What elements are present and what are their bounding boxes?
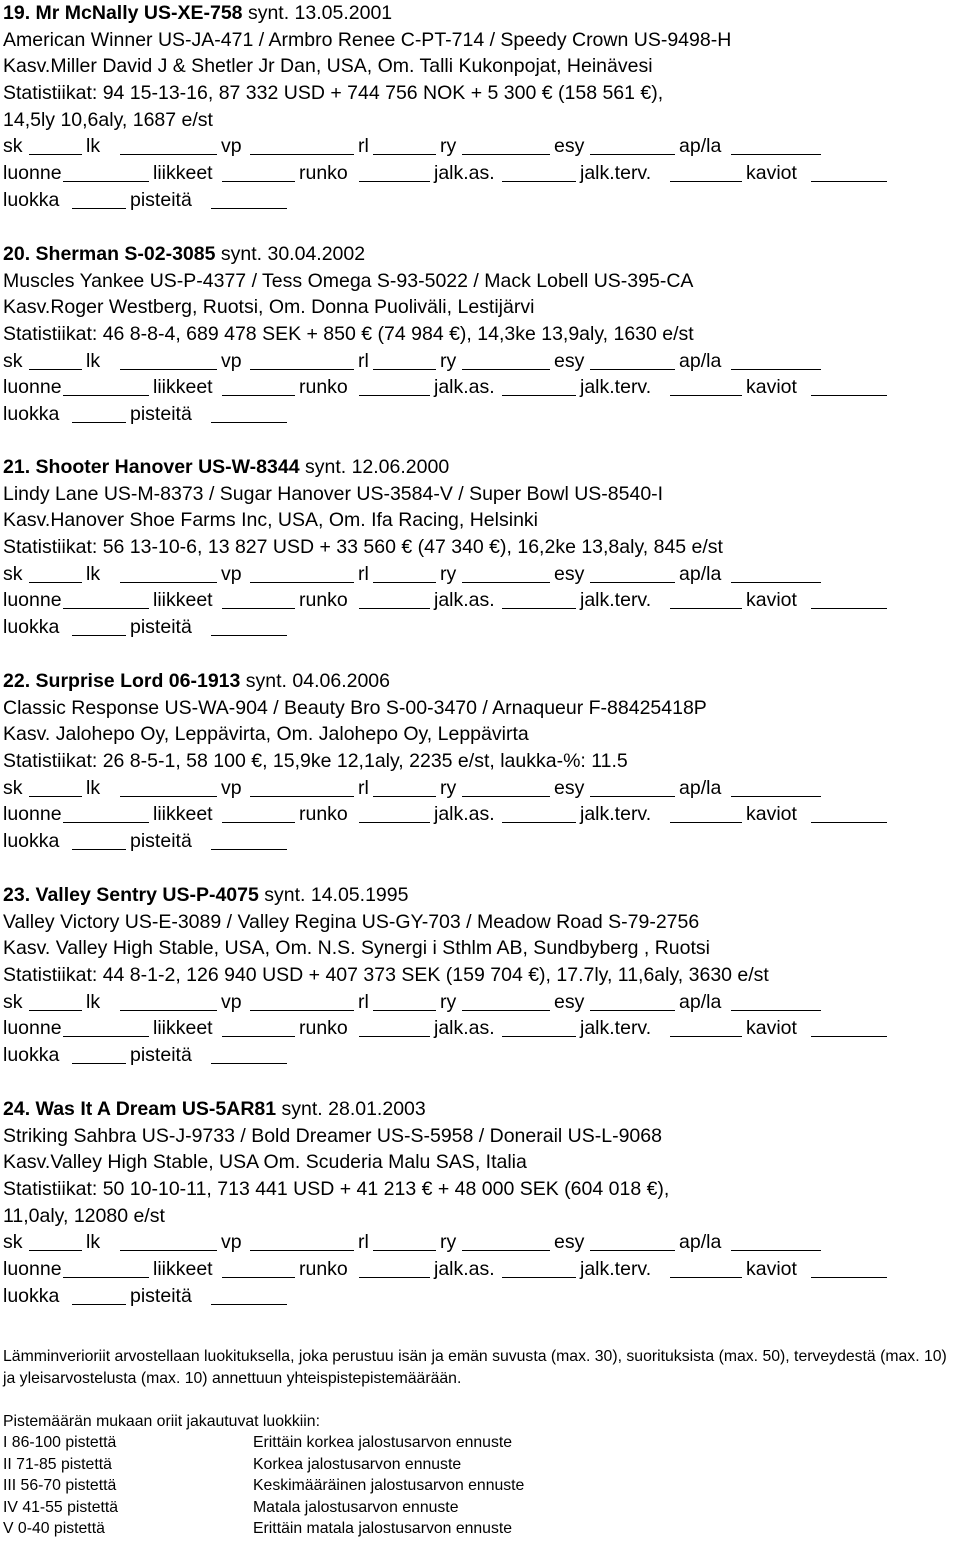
birth-date: synt. 28.01.2003	[281, 1098, 426, 1120]
info-line: Muscles Yankee US-P-4377 / Tess Omega S-93-5022 / Mack Lobell US-395-CA	[3, 269, 694, 292]
birth-date: synt. 12.06.2000	[304, 456, 450, 478]
info-line: Kasv.Hanover Shoe Farms Inc, USA, Om. Ifa Racing, Helsinki	[3, 509, 538, 532]
evaluation-field-row	[3, 1256, 958, 1283]
fill-in-blank[interactable]	[462, 796, 550, 797]
field-label: esy	[554, 1231, 585, 1254]
field-label: luonne	[3, 1258, 62, 1281]
field-label: jalk.as.	[434, 1017, 495, 1040]
field-label: vp	[221, 135, 242, 158]
fill-in-blank[interactable]	[63, 1036, 149, 1037]
horse-name: Mr McNally US-XE-758	[35, 2, 243, 24]
class-description: Keskimääräinen jalostusarvon ennuste	[253, 1477, 525, 1494]
field-label: kaviot	[746, 1017, 797, 1040]
grading-description: Lämminverioriit arvostellaan luokituksella, joka perustuu isän ja emän suvusta (max. 30), suorituksista (max. 50), terveydestä (max. 10) ja yleisarvostelusta (max. 10) annettuun yhteispistepistemäärään.	[3, 1348, 947, 1387]
birth-date: synt. 30.04.2002	[220, 243, 366, 265]
field-label: jalk.terv.	[580, 1258, 652, 1281]
fill-in-blank[interactable]	[359, 822, 430, 823]
evaluation-field-row	[3, 828, 958, 855]
horse-entry	[3, 882, 958, 1069]
field-label: rl	[358, 990, 369, 1013]
field-label: rl	[358, 349, 369, 372]
field-label: liikkeet	[153, 162, 213, 185]
fill-in-blank[interactable]	[222, 608, 295, 609]
field-label: kaviot	[746, 589, 797, 612]
field-label: ry	[440, 1231, 457, 1254]
fill-in-blank[interactable]	[670, 1036, 742, 1037]
info-line: 14,5ly 10,6aly, 1687 e/st	[3, 108, 213, 131]
field-label: lk	[86, 349, 101, 372]
fill-in-blank[interactable]	[120, 1250, 217, 1251]
field-label: ap/la	[679, 349, 722, 372]
field-label: rl	[358, 135, 369, 158]
class-description: Korkea jalostusarvon ennuste	[253, 1455, 462, 1473]
field-label: vp	[221, 562, 242, 585]
info-line: Kasv. Valley High Stable, USA, Om. N.S. Synergi i Sthlm AB, Sundbyberg , Ruotsi	[3, 937, 710, 960]
horse-name: Surprise Lord 06-1913	[35, 670, 241, 692]
field-label: ry	[440, 349, 457, 372]
field-label: vp	[221, 1231, 242, 1254]
field-label: jalk.as.	[434, 162, 495, 185]
field-label: liikkeet	[153, 1017, 213, 1040]
fill-in-blank[interactable]	[250, 154, 354, 155]
fill-in-blank[interactable]	[373, 154, 436, 155]
fill-in-blank[interactable]	[63, 1277, 149, 1278]
evaluation-field-row	[3, 348, 958, 375]
field-label: runko	[299, 803, 348, 826]
info-line: Kasv.Miller David J & Shetler Jr Dan, USA, Om. Talli Kukonpojat, Heinävesi	[3, 55, 653, 78]
fill-in-blank[interactable]	[211, 1304, 287, 1305]
class-row	[3, 1497, 958, 1519]
fill-in-blank[interactable]	[72, 422, 126, 423]
fill-in-blank[interactable]	[222, 395, 295, 396]
class-description: Erittäin matala jalostusarvon ennuste	[253, 1520, 513, 1537]
fill-in-blank[interactable]	[462, 1250, 550, 1251]
class-range: IV 41-55 pistettä	[3, 1498, 119, 1516]
evaluation-field-row	[3, 587, 958, 614]
class-description: Matala jalostusarvon ennuste	[253, 1498, 459, 1516]
fill-in-blank[interactable]	[670, 608, 742, 609]
fill-in-blank[interactable]	[120, 154, 217, 155]
fill-in-blank[interactable]	[72, 208, 126, 209]
field-label: jalk.as.	[434, 1258, 495, 1281]
fill-in-blank[interactable]	[211, 849, 287, 850]
field-label: lk	[86, 135, 101, 158]
fill-in-blank[interactable]	[222, 822, 295, 823]
footer-notes	[3, 1346, 958, 1540]
horse-name: Shooter Hanover US-W-8344	[35, 456, 300, 478]
field-label: jalk.terv.	[580, 589, 652, 612]
fill-in-blank[interactable]	[462, 582, 550, 583]
field-label: lk	[86, 562, 101, 585]
class-row	[3, 1454, 958, 1476]
info-line: Kasv.Roger Westberg, Ruotsi, Om. Donna Puoliväli, Lestijärvi	[3, 296, 535, 319]
evaluation-field-row	[3, 561, 958, 588]
info-line: Statistiikat: 46 8-8-4, 689 478 SEK + 850 € (74 984 €), 14,3ke 13,9aly, 1630 e/st	[3, 323, 694, 346]
fill-in-blank[interactable]	[72, 635, 126, 636]
info-line: Statistiikat: 50 10-10-11, 713 441 USD + 41 213 € + 48 000 SEK (604 018 €),	[3, 1178, 670, 1201]
fill-in-blank[interactable]	[590, 1010, 675, 1011]
fill-in-blank[interactable]	[120, 369, 217, 370]
field-label: kaviot	[746, 803, 797, 826]
horse-number-and-name	[3, 1098, 276, 1120]
horse-number: 23.	[3, 884, 31, 906]
info-line: Kasv.Valley High Stable, USA Om. Scuderia Malu SAS, Italia	[3, 1151, 527, 1174]
fill-in-blank[interactable]	[211, 1063, 287, 1064]
field-label: sk	[3, 562, 23, 585]
fill-in-blank[interactable]	[373, 369, 436, 370]
field-label: sk	[3, 135, 23, 158]
horse-number-and-name	[3, 670, 240, 692]
evaluation-field-row	[3, 989, 958, 1016]
field-label: lk	[86, 1231, 101, 1254]
field-label: liikkeet	[153, 376, 213, 399]
class-row	[3, 1475, 958, 1497]
fill-in-blank[interactable]	[359, 181, 430, 182]
evaluation-field-row	[3, 614, 958, 641]
evaluation-field-row	[3, 187, 958, 214]
fill-in-blank[interactable]	[72, 849, 126, 850]
fill-in-blank[interactable]	[120, 582, 217, 583]
fill-in-blank[interactable]	[670, 395, 742, 396]
fill-in-blank[interactable]	[250, 1010, 354, 1011]
fill-in-blank[interactable]	[63, 822, 149, 823]
field-label: vp	[221, 349, 242, 372]
field-label: ry	[440, 776, 457, 799]
field-label: liikkeet	[153, 589, 213, 612]
evaluation-field-row	[3, 401, 958, 428]
field-label: jalk.as.	[434, 589, 495, 612]
fill-in-blank[interactable]	[811, 822, 887, 823]
field-label: jalk.terv.	[580, 1017, 652, 1040]
horse-number-and-name	[3, 456, 300, 478]
fill-in-blank[interactable]	[359, 1277, 430, 1278]
field-label: runko	[299, 1258, 348, 1281]
field-label: sk	[3, 776, 23, 799]
field-label: jalk.terv.	[580, 376, 652, 399]
fill-in-blank[interactable]	[29, 1010, 82, 1011]
fill-in-blank[interactable]	[731, 796, 821, 797]
fill-in-blank[interactable]	[731, 582, 821, 583]
fill-in-blank[interactable]	[359, 608, 430, 609]
evaluation-field-row	[3, 133, 958, 160]
classes-heading: Pistemäärän mukaan oriit jakautuvat luokkiin:	[3, 1412, 320, 1430]
field-label: liikkeet	[153, 1258, 213, 1281]
horse-title	[3, 1096, 958, 1123]
birth-date: synt. 04.06.2006	[245, 670, 390, 692]
class-row	[3, 1432, 958, 1454]
evaluation-field-row	[3, 801, 958, 828]
fill-in-blank[interactable]	[811, 181, 887, 182]
field-label: runko	[299, 376, 348, 399]
field-label: luokka	[3, 1044, 60, 1067]
field-label: sk	[3, 990, 23, 1013]
fill-in-blank[interactable]	[590, 582, 675, 583]
fill-in-blank[interactable]	[211, 422, 287, 423]
field-label: ry	[440, 990, 457, 1013]
horse-entry	[3, 0, 958, 214]
fill-in-blank[interactable]	[120, 1010, 217, 1011]
field-label: lk	[86, 776, 101, 799]
fill-in-blank[interactable]	[250, 582, 354, 583]
field-label: luokka	[3, 616, 60, 639]
info-line: Statistiikat: 56 13-10-6, 13 827 USD + 33 560 € (47 340 €), 16,2ke 13,8aly, 845 e/st	[3, 536, 723, 559]
fill-in-blank[interactable]	[63, 608, 149, 609]
field-label: ap/la	[679, 1231, 722, 1254]
horse-title	[3, 454, 958, 481]
evaluation-field-row	[3, 1015, 958, 1042]
field-label: ry	[440, 135, 457, 158]
field-label: luonne	[3, 376, 62, 399]
evaluation-field-row	[3, 1283, 958, 1310]
fill-in-blank[interactable]	[29, 582, 82, 583]
fill-in-blank[interactable]	[222, 181, 295, 182]
fill-in-blank[interactable]	[359, 395, 430, 396]
field-label: kaviot	[746, 1258, 797, 1281]
fill-in-blank[interactable]	[29, 1250, 82, 1251]
horse-number: 21.	[3, 456, 31, 478]
fill-in-blank[interactable]	[373, 1250, 436, 1251]
field-label: luonne	[3, 1017, 62, 1040]
birth-date: synt. 14.05.1995	[264, 884, 409, 906]
fill-in-blank[interactable]	[120, 796, 217, 797]
fill-in-blank[interactable]	[373, 796, 436, 797]
fill-in-blank[interactable]	[72, 1063, 126, 1064]
field-label: runko	[299, 162, 348, 185]
horse-number-and-name	[3, 2, 243, 24]
fill-in-blank[interactable]	[29, 154, 82, 155]
horse-name: Valley Sentry US-P-4075	[35, 884, 259, 906]
fill-in-blank[interactable]	[462, 1010, 550, 1011]
horse-entry	[3, 454, 958, 641]
info-line: Valley Victory US-E-3089 / Valley Regina US-GY-703 / Meadow Road S-79-2756	[3, 910, 700, 933]
spacer	[3, 1389, 958, 1411]
horse-entry	[3, 1096, 958, 1310]
info-line: Statistiikat: 44 8-1-2, 126 940 USD + 407 373 SEK (159 704 €), 17.7ly, 11,6aly, 3630 e/st	[3, 964, 769, 987]
evaluation-field-row	[3, 775, 958, 802]
class-range: V 0-40 pistettä	[3, 1520, 105, 1537]
horse-title	[3, 882, 958, 909]
fill-in-blank[interactable]	[811, 1036, 887, 1037]
field-label: sk	[3, 1231, 23, 1254]
fill-in-blank[interactable]	[502, 181, 576, 182]
class-row	[3, 1518, 958, 1540]
field-label: luonne	[3, 803, 62, 826]
class-description: Erittäin korkea jalostusarvon ennuste	[253, 1434, 513, 1451]
evaluation-field-row	[3, 1229, 958, 1256]
field-label: jalk.as.	[434, 376, 495, 399]
fill-in-blank[interactable]	[670, 822, 742, 823]
horse-number-and-name	[3, 243, 215, 265]
fill-in-blank[interactable]	[462, 369, 550, 370]
horse-number-and-name	[3, 884, 259, 906]
field-label: vp	[221, 990, 242, 1013]
horse-title	[3, 668, 958, 695]
evaluation-field-row	[3, 160, 958, 187]
horse-number: 22.	[3, 670, 31, 692]
info-line: Kasv. Jalohepo Oy, Leppävirta, Om. Jalohepo Oy, Leppävirta	[3, 723, 529, 746]
fill-in-blank[interactable]	[359, 1036, 430, 1037]
field-label: ap/la	[679, 990, 722, 1013]
fill-in-blank[interactable]	[211, 635, 287, 636]
field-label: luokka	[3, 188, 60, 211]
field-label: jalk.as.	[434, 803, 495, 826]
fill-in-blank[interactable]	[72, 1304, 126, 1305]
field-label: pisteitä	[130, 188, 192, 211]
fill-in-blank[interactable]	[731, 1010, 821, 1011]
info-line: Statistiikat: 94 15-13-16, 87 332 USD + 744 756 NOK + 5 300 € (158 561 €),	[3, 82, 664, 105]
fill-in-blank[interactable]	[250, 369, 354, 370]
field-label: ap/la	[679, 562, 722, 585]
field-label: luokka	[3, 1284, 60, 1307]
fill-in-blank[interactable]	[811, 395, 887, 396]
fill-in-blank[interactable]	[29, 369, 82, 370]
field-label: kaviot	[746, 376, 797, 399]
fill-in-blank[interactable]	[222, 1277, 295, 1278]
fill-in-blank[interactable]	[670, 181, 742, 182]
fill-in-blank[interactable]	[731, 1250, 821, 1251]
field-label: pisteitä	[130, 1284, 192, 1307]
field-label: rl	[358, 1231, 369, 1254]
field-label: pisteitä	[130, 403, 192, 426]
info-line: 11,0aly, 12080 e/st	[3, 1204, 165, 1227]
field-label: pisteitä	[130, 1044, 192, 1067]
field-label: luokka	[3, 403, 60, 426]
field-label: luonne	[3, 162, 62, 185]
field-label: vp	[221, 776, 242, 799]
fill-in-blank[interactable]	[502, 395, 576, 396]
fill-in-blank[interactable]	[63, 395, 149, 396]
horse-name: Sherman S-02-3085	[35, 243, 216, 265]
fill-in-blank[interactable]	[670, 1277, 742, 1278]
field-label: ry	[440, 562, 457, 585]
field-label: ap/la	[679, 776, 722, 799]
horse-entry	[3, 241, 958, 428]
field-label: runko	[299, 589, 348, 612]
fill-in-blank[interactable]	[462, 154, 550, 155]
horse-name: Was It A Dream US-5AR81	[35, 1098, 277, 1120]
fill-in-blank[interactable]	[373, 582, 436, 583]
info-line: Striking Sahbra US-J-9733 / Bold Dreamer US-S-5958 / Donerail US-L-9068	[3, 1124, 662, 1147]
fill-in-blank[interactable]	[811, 1277, 887, 1278]
fill-in-blank[interactable]	[731, 154, 821, 155]
fill-in-blank[interactable]	[590, 1250, 675, 1251]
field-label: kaviot	[746, 162, 797, 185]
field-label: jalk.terv.	[580, 162, 652, 185]
fill-in-blank[interactable]	[250, 1250, 354, 1251]
fill-in-blank[interactable]	[502, 608, 576, 609]
class-range: I 86-100 pistettä	[3, 1434, 117, 1451]
field-label: runko	[299, 1017, 348, 1040]
field-label: esy	[554, 562, 585, 585]
fill-in-blank[interactable]	[502, 1277, 576, 1278]
field-label: ap/la	[679, 135, 722, 158]
fill-in-blank[interactable]	[373, 1010, 436, 1011]
fill-in-blank[interactable]	[502, 822, 576, 823]
class-range: II 71-85 pistettä	[3, 1455, 112, 1473]
field-label: rl	[358, 776, 369, 799]
field-label: pisteitä	[130, 830, 192, 853]
field-label: lk	[86, 990, 101, 1013]
fill-in-blank[interactable]	[811, 608, 887, 609]
fill-in-blank[interactable]	[590, 369, 675, 370]
field-label: rl	[358, 562, 369, 585]
class-range: III 56-70 pistettä	[3, 1477, 117, 1494]
fill-in-blank[interactable]	[222, 1036, 295, 1037]
fill-in-blank[interactable]	[502, 1036, 576, 1037]
info-line: American Winner US-JA-471 / Armbro Renee C-PT-714 / Speedy Crown US-9498-H	[3, 28, 732, 51]
horse-number: 19.	[3, 2, 31, 24]
field-label: esy	[554, 776, 585, 799]
info-line: Statistiikat: 26 8-5-1, 58 100 €, 15,9ke 12,1aly, 2235 e/st, laukka-%: 11.5	[3, 750, 628, 773]
field-label: luokka	[3, 830, 60, 853]
field-label: esy	[554, 990, 585, 1013]
field-label: esy	[554, 135, 585, 158]
field-label: jalk.terv.	[580, 803, 652, 826]
fill-in-blank[interactable]	[590, 796, 675, 797]
info-line: Classic Response US-WA-904 / Beauty Bro S-00-3470 / Arnaqueur F-88425418P	[3, 696, 707, 719]
evaluation-field-row	[3, 374, 958, 401]
horse-title	[3, 0, 958, 27]
horse-number: 20.	[3, 243, 31, 265]
horse-title	[3, 241, 958, 268]
fill-in-blank[interactable]	[731, 369, 821, 370]
field-label: luonne	[3, 589, 62, 612]
fill-in-blank[interactable]	[250, 796, 354, 797]
info-line: Lindy Lane US-M-8373 / Sugar Hanover US-3584-V / Super Bowl US-8540-I	[3, 482, 664, 505]
fill-in-blank[interactable]	[63, 181, 149, 182]
field-label: liikkeet	[153, 803, 213, 826]
fill-in-blank[interactable]	[590, 154, 675, 155]
horse-entry	[3, 668, 958, 855]
field-label: pisteitä	[130, 616, 192, 639]
horse-number: 24.	[3, 1098, 31, 1120]
evaluation-field-row	[3, 1042, 958, 1069]
birth-date: synt. 13.05.2001	[247, 2, 393, 24]
field-label: esy	[554, 349, 585, 372]
field-label: sk	[3, 349, 23, 372]
fill-in-blank[interactable]	[29, 796, 82, 797]
fill-in-blank[interactable]	[211, 208, 287, 209]
